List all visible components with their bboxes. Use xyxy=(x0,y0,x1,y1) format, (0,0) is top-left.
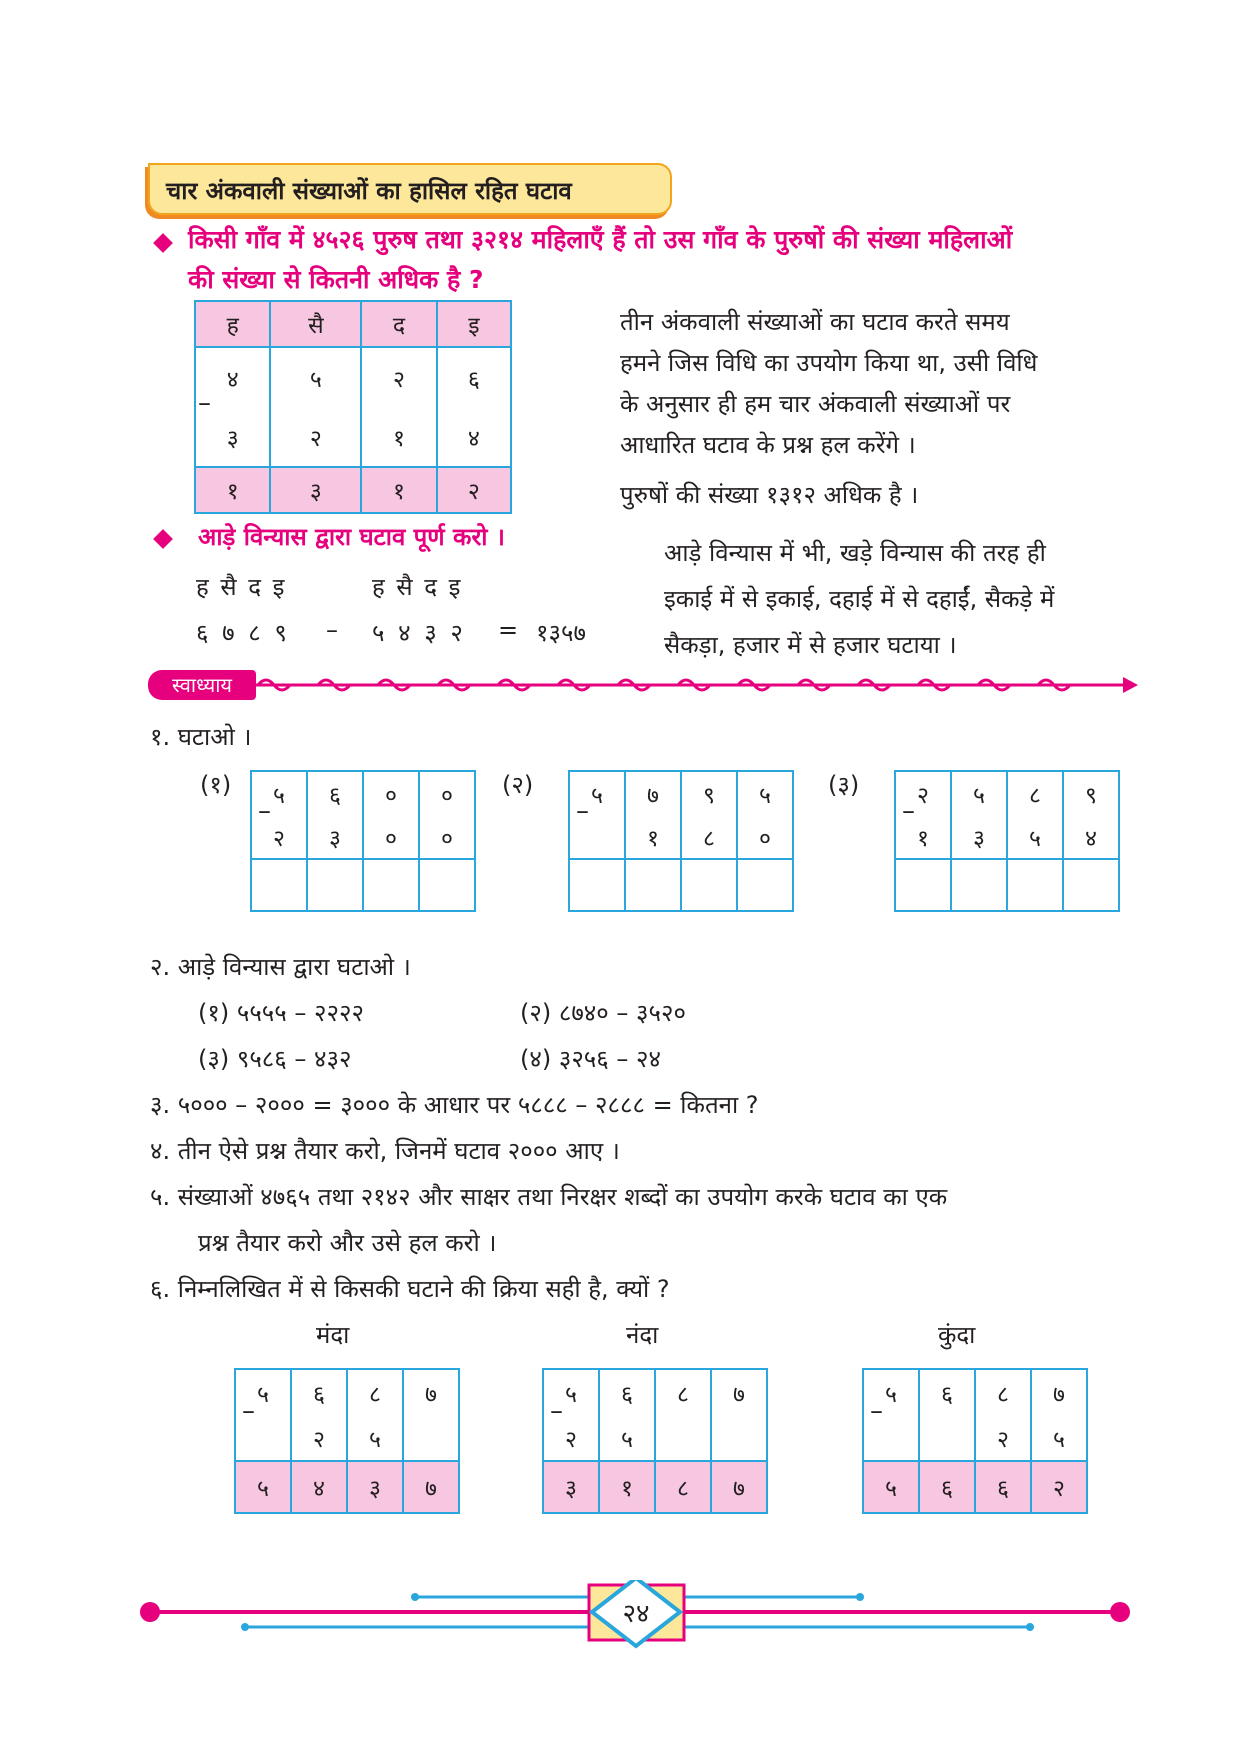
digit-cell: ६ xyxy=(437,347,511,407)
digit-cell: २ xyxy=(543,1415,599,1461)
digit-cell: ३ xyxy=(195,407,270,467)
digit-cell: ९ xyxy=(1063,771,1119,815)
digit-cell: ६ xyxy=(919,1369,975,1415)
answer-cell[interactable] xyxy=(363,859,419,911)
digit-cell: २ xyxy=(975,1415,1031,1461)
exercise-3: ३. ५००० – २००० = ३००० के आधार पर ५८८८ – २८८८ = कितना ? xyxy=(150,1091,759,1119)
digit-cell: ६ xyxy=(307,771,363,815)
answer-cell[interactable] xyxy=(737,859,793,911)
digit-cell: १ xyxy=(625,815,681,859)
diamond-bullet-icon xyxy=(153,529,173,549)
digit-cell: ५ xyxy=(863,1369,919,1415)
result-cell: २ xyxy=(1031,1461,1087,1513)
digit-cell: २ xyxy=(270,407,361,467)
digit-cell: ५ xyxy=(235,1369,291,1415)
answer-cell[interactable] xyxy=(307,859,363,911)
horizontal-result: १३५७ xyxy=(536,619,586,647)
header-ha: ह xyxy=(195,301,270,347)
digit-cell xyxy=(919,1415,975,1461)
answer-cell[interactable] xyxy=(625,859,681,911)
problem-label: (३) xyxy=(828,771,860,799)
student-name: नंदा xyxy=(626,1321,659,1349)
digit-cell: २ xyxy=(251,815,307,859)
exercise-5-line-2: प्रश्न तैयार करो और उसे हल करो । xyxy=(198,1229,497,1257)
minus-sign: – xyxy=(242,1396,255,1426)
digit-cell: ३ xyxy=(951,815,1007,859)
exercise-2-b: (२) ८७४० – ३५२० xyxy=(520,999,686,1027)
explanation-line: तीन अंकवाली संख्याओं का घटाव करते समय xyxy=(620,308,1010,336)
horizontal-headers-a: ह सै द इ xyxy=(196,573,285,601)
result-cell: २ xyxy=(437,467,511,513)
answer-cell[interactable] xyxy=(569,859,625,911)
digit-cell: ० xyxy=(419,771,475,815)
digit-cell: २ xyxy=(895,771,951,815)
result-cell: ५ xyxy=(235,1461,291,1513)
place-value-table xyxy=(194,300,512,514)
digit-cell: ६ xyxy=(599,1369,655,1415)
digit-cell: ३ xyxy=(307,815,363,859)
check-table-manda xyxy=(234,1368,460,1514)
minus-sign: – xyxy=(198,388,211,418)
horizontal-headers-b: ह सै द इ xyxy=(372,573,461,601)
digit-cell xyxy=(403,1415,459,1461)
exercise-2-d: (४) ३२५६ – २४ xyxy=(520,1045,661,1073)
answer-cell[interactable] xyxy=(1063,859,1119,911)
diamond-bullet-icon xyxy=(153,233,173,253)
exercise-1-title: १. घटाओ । xyxy=(150,723,252,751)
subtraction-table-1 xyxy=(250,770,476,912)
subtraction-table-2 xyxy=(568,770,794,912)
equals-sign: = xyxy=(498,616,519,644)
student-name: कुंदा xyxy=(938,1321,976,1349)
problem-label: (१) xyxy=(200,771,232,799)
result-cell: ६ xyxy=(919,1461,975,1513)
swadhyay-decorative-bar xyxy=(148,670,1138,700)
digit-cell: ८ xyxy=(1007,771,1063,815)
answer-cell[interactable] xyxy=(681,859,737,911)
digit-cell: ५ xyxy=(347,1415,403,1461)
answer-cell[interactable] xyxy=(251,859,307,911)
question-1-line-1: किसी गाँव में ४५२६ पुरुष तथा ३२१४ महिलाएँ हैं तो उस गाँव के पुरुषों की संख्या महिलाओं xyxy=(188,225,1013,254)
exercise-6: ६. निम्नलिखित में से किसकी घटाने की क्रिया सही है, क्यों ? xyxy=(150,1275,670,1303)
digit-cell: ४ xyxy=(1063,815,1119,859)
explanation-text xyxy=(620,302,1140,466)
answer-text: पुरुषों की संख्या १३१२ अधिक है । xyxy=(620,481,919,509)
digit-cell: ९ xyxy=(681,771,737,815)
check-table-kunda xyxy=(862,1368,1088,1514)
section-heading: चार अंकवाली संख्याओं का हासिल रहित घटाव xyxy=(166,177,572,205)
answer-cell[interactable] xyxy=(951,859,1007,911)
minus-sign: – xyxy=(576,796,589,826)
digit-cell: ७ xyxy=(1031,1369,1087,1415)
digit-cell: ७ xyxy=(625,771,681,815)
minus-sign: – xyxy=(258,796,271,826)
note-line: आड़े विन्यास में भी, खड़े विन्यास की तरह ही xyxy=(664,539,1046,567)
swadhyay-label: स्वाध्याय xyxy=(148,670,256,700)
digit-cell: ० xyxy=(419,815,475,859)
result-cell: ३ xyxy=(543,1461,599,1513)
digit-cell xyxy=(711,1415,767,1461)
digit-cell xyxy=(655,1415,711,1461)
result-cell: १ xyxy=(195,467,270,513)
exercise-4: ४. तीन ऐसे प्रश्न तैयार करो, जिनमें घटाव २००० आए । xyxy=(150,1137,620,1165)
check-table-nanda xyxy=(542,1368,768,1514)
explanation-line: हमने जिस विधि का उपयोग किया था, उसी विधि xyxy=(620,349,1038,377)
exercise-2-a: (१) ५५५५ – २२२२ xyxy=(198,999,364,1027)
digit-cell: ८ xyxy=(347,1369,403,1415)
result-cell: १ xyxy=(361,467,436,513)
explanation-line: के अनुसार ही हम चार अंकवाली संख्याओं पर xyxy=(620,390,1011,418)
minus-sign: – xyxy=(902,796,915,826)
digit-cell: ५ xyxy=(1031,1415,1087,1461)
digit-cell: ७ xyxy=(403,1369,459,1415)
result-cell: ५ xyxy=(863,1461,919,1513)
result-cell: ३ xyxy=(347,1461,403,1513)
horizontal-note xyxy=(664,530,1054,668)
digit-cell: १ xyxy=(361,407,436,467)
digit-cell: ५ xyxy=(251,771,307,815)
page-number: २४ xyxy=(622,1599,650,1629)
digit-cell: ५ xyxy=(737,771,793,815)
note-line: इकाई में से इकाई, दहाई में से दहाईं, सैकड़े में xyxy=(664,585,1055,613)
digit-cell: ५ xyxy=(270,347,361,407)
result-cell: ४ xyxy=(291,1461,347,1513)
result-cell: ८ xyxy=(655,1461,711,1513)
digit-cell: ८ xyxy=(975,1369,1031,1415)
answer-cell[interactable] xyxy=(1007,859,1063,911)
question-1-line-2: की संख्या से कितनी अधिक है ? xyxy=(188,265,484,294)
question-2-title: आड़े विन्यास द्वारा घटाव पूर्ण करो । xyxy=(198,523,505,551)
exercise-5-line-1: ५. संख्याओं ४७६५ तथा २१४२ और साक्षर तथा निरक्षर शब्दों का उपयोग करके घटाव का एक xyxy=(150,1183,948,1211)
digit-cell: ० xyxy=(737,815,793,859)
answer-cell[interactable] xyxy=(895,859,951,911)
digit-cell: २ xyxy=(361,347,436,407)
answer-cell[interactable] xyxy=(419,859,475,911)
explanation-line: आधारित घटाव के प्रश्न हल करेंगे । xyxy=(620,431,916,459)
problem-label: (२) xyxy=(502,771,534,799)
header-sai: सै xyxy=(270,301,361,347)
result-cell: ३ xyxy=(270,467,361,513)
digit-cell: ८ xyxy=(655,1369,711,1415)
horizontal-number-b: ५ ४ ३ २ xyxy=(372,619,463,647)
digit-cell: ६ xyxy=(291,1369,347,1415)
minus-sign: – xyxy=(326,616,338,644)
exercise-2-title: २. आड़े विन्यास द्वारा घटाओ । xyxy=(150,953,411,981)
result-cell: ७ xyxy=(403,1461,459,1513)
digit-cell: ४ xyxy=(437,407,511,467)
digit-cell: ७ xyxy=(711,1369,767,1415)
digit-cell: ८ xyxy=(681,815,737,859)
exercise-2-c: (३) ९५८६ – ४३२ xyxy=(198,1045,352,1073)
digit-cell: १ xyxy=(895,815,951,859)
header-i: इ xyxy=(437,301,511,347)
minus-sign: – xyxy=(870,1396,883,1426)
result-cell: ६ xyxy=(975,1461,1031,1513)
result-cell: १ xyxy=(599,1461,655,1513)
digit-cell: ० xyxy=(363,771,419,815)
digit-cell: ५ xyxy=(543,1369,599,1415)
digit-cell: ० xyxy=(363,815,419,859)
digit-cell: ५ xyxy=(599,1415,655,1461)
subtraction-table-3 xyxy=(894,770,1120,912)
minus-sign: – xyxy=(550,1396,563,1426)
digit-cell: ४ xyxy=(195,347,270,407)
student-name: मंदा xyxy=(316,1321,350,1349)
digit-cell: २ xyxy=(291,1415,347,1461)
note-line: सैकड़ा, हजार में से हजार घटाया । xyxy=(664,631,957,659)
horizontal-number-a: ६ ७ ८ ९ xyxy=(196,619,287,647)
result-cell: ७ xyxy=(711,1461,767,1513)
digit-cell: ५ xyxy=(569,771,625,815)
digit-cell: ५ xyxy=(1007,815,1063,859)
header-da: द xyxy=(361,301,436,347)
digit-cell: ५ xyxy=(951,771,1007,815)
